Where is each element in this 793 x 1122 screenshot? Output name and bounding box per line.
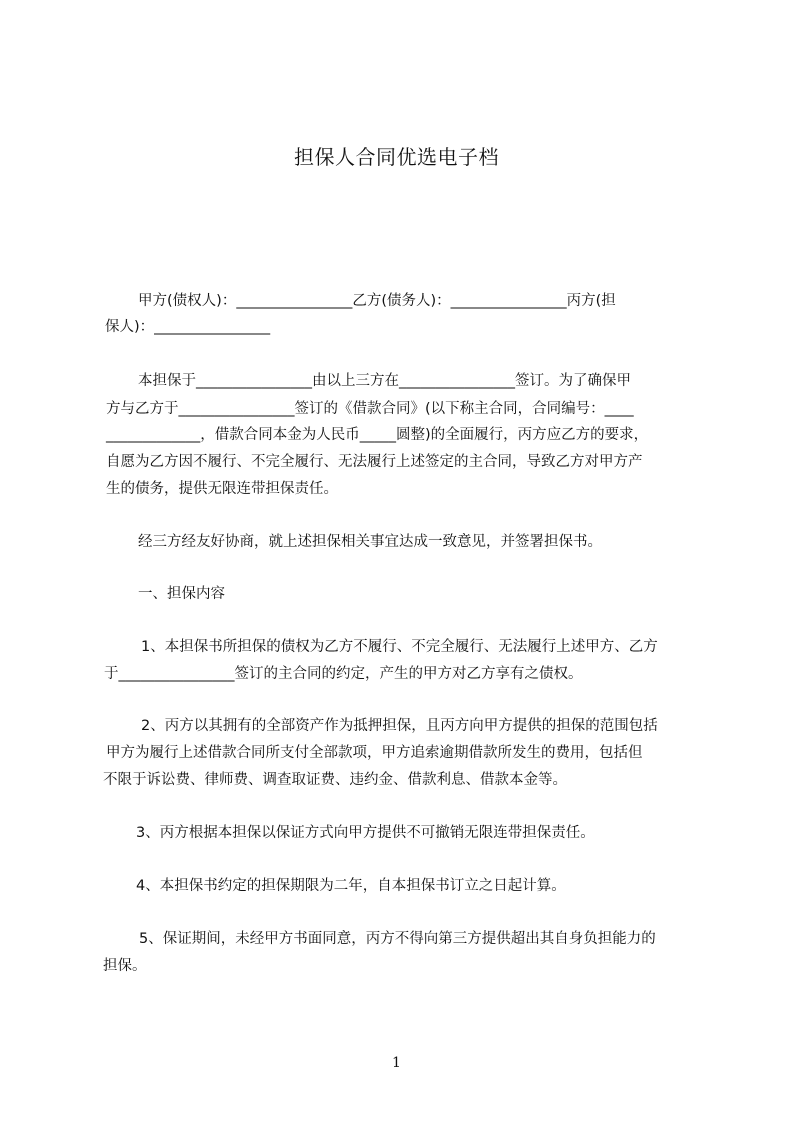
clause-5-line-1: 5、保证期间，未经甲方书面同意，丙方不得向第三方提供超出其自身负担能力的: [139, 931, 656, 947]
clause-4: 4、本担保书约定的担保期限为二年，自本担保书订立之日起计算。: [136, 878, 566, 894]
clause-5-line-2: 担保。: [103, 958, 147, 974]
preamble-line-2: 方与乙方于________________签订的《借款合同》(以下称主合同，合同编号：____: [106, 401, 634, 417]
consensus-paragraph: 经三方经友好协商，就上述担保相关事宜达成一致意见，并签署担保书。: [138, 534, 602, 550]
page-number: 1: [392, 1055, 401, 1071]
document-title: 担保人合同优选电子档: [294, 145, 499, 169]
parties-line-1: 甲方(债权人)：________________乙方(债务人)：________________丙方(担: [138, 293, 616, 309]
clause-1-line-2: 于________________签订的主合同的约定，产生的甲方对乙方享有之债权。: [104, 666, 583, 682]
clause-3: 3、丙方根据本担保以保证方式向甲方提供不可撤销无限连带担保责任。: [136, 825, 595, 841]
clause-2-line-3: 不限于诉讼费、律师费、调查取证费、违约金、借款利息、借款本金等。: [103, 772, 567, 788]
preamble-line-5: 生的债务，提供无限连带担保责任。: [106, 481, 338, 497]
section-heading: 一、担保内容: [138, 586, 225, 602]
preamble-line-4: 自愿为乙方因不履行、不完全履行、无法履行上述签定的主合同，导致乙方对甲方产: [106, 454, 643, 470]
parties-line-2: 保人)：________________: [105, 319, 271, 335]
clause-1-line-1: 1、本担保书所担保的债权为乙方不履行、不完全履行、无法履行上述甲方、乙方: [141, 639, 658, 655]
clause-2-line-1: 2、丙方以其拥有的全部资产作为抵押担保，且丙方向甲方提供的担保的范围包括: [141, 718, 658, 734]
preamble-line-3: _____________，借款合同本金为人民币_____圆整)的全面履行，丙方应乙方的要求，: [106, 427, 649, 443]
clause-2-line-2: 甲方为履行上述借款合同所支付全部款项，甲方追索逾期借款所发生的费用，包括但: [106, 745, 643, 761]
preamble-line-1: 本担保于________________由以上三方在________________签订。为了确保甲: [138, 373, 631, 389]
